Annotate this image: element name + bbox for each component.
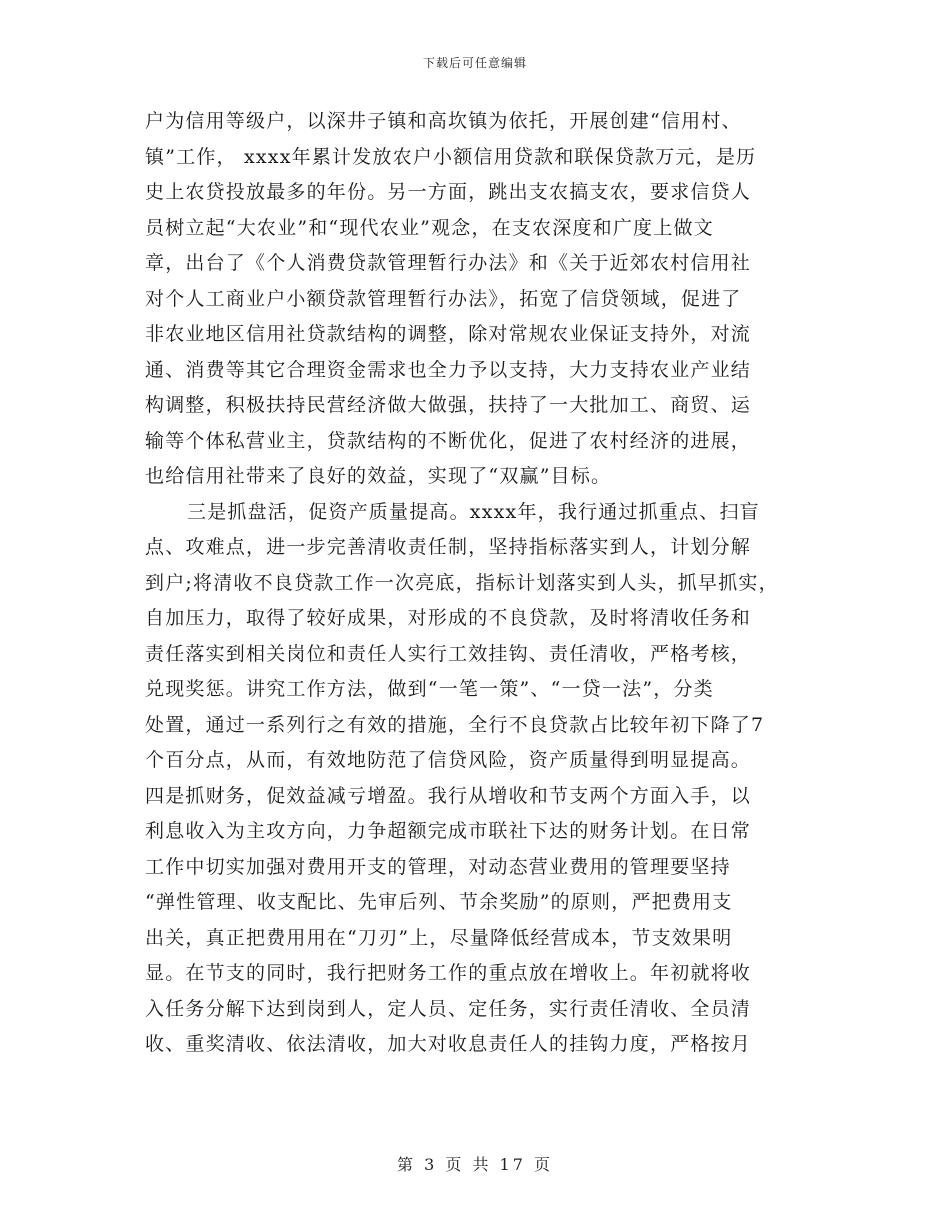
text-line: 利息收入为主攻方向，力争超额完成市联社下达的财务计划。在日常 [145, 820, 752, 842]
text-line: 自加压力，取得了较好成果，对形成的不良贷款，及时将清收任务和 [145, 607, 752, 629]
text-line: 通、消费等其它合理资金需求也全力予以支持，大力支持农业产业结 [145, 358, 752, 381]
text-line: 收、重奖清收、依法清收，加大对收息责任人的挂钩力度，严格按月 [145, 1033, 752, 1055]
text-line: 入任务分解下达到岗到人，定人员、定任务，实行责任清收、全员清 [145, 997, 752, 1020]
text-line: “弹性管理、收支配比、先审后列、节余奖励”的原则，严把费用支 [145, 891, 733, 913]
text-line: 非农业地区信用社贷款结构的调整，除对常规农业保证支持外，对流 [145, 323, 752, 345]
page-header: 下载后可任意编辑 [422, 56, 527, 70]
text-line: 章，出台了《个人消费贷款管理暂行办法》和《关于近郊农村信用社 [145, 252, 752, 274]
text-line: 史上农贷投放最多的年份。另一方面，跳出支农搞支农，要求信贷人 [145, 181, 752, 203]
document-body [145, 104, 815, 1063]
text-line: 兑现奖惩。讲究工作方法，做到“一笔一策”、“一贷一法”，分类 [145, 678, 714, 700]
text-line: 显。在节支的同时，我行把财务工作的重点放在增收上。年初就将收 [145, 962, 752, 984]
text-line: 输等个体私营业主，贷款结构的不断优化，促进了农村经济的进展， [145, 429, 752, 452]
text-line: 四是抓财务，促效益减亏增盈。我行从增收和节支两个方面入手，以 [145, 784, 752, 807]
text-line: 个百分点，从而，有效地防范了信贷风险，资产质量得到明显提高。 [145, 749, 752, 771]
text-line: 对个人工商业户小额贷款管理暂行办法》，拓宽了信贷领域，促进了 [145, 287, 742, 310]
text-line: 户为信用等级户，以深井子镇和高坎镇为依托，开展创建“信用村、 [145, 110, 742, 132]
text-line: 到户;将清收不良贷款工作一次亮底，指标计划落实到人头，抓早抓实， [145, 571, 779, 594]
text-line: 也给信用社带来了良好的效益，实现了“双赢”目标。 [145, 465, 612, 487]
text-line: 工作中切实加强对费用开支的管理，对动态营业费用的管理要坚持 [145, 855, 731, 878]
text-line: 构调整，积极扶持民营经济做大做强，扶持了一大批加工、商贸、运 [145, 394, 752, 416]
text-line: 员树立起“大农业”和“现代农业”观念，在支农深度和广度上做文 [145, 216, 714, 239]
text-line: 处置，通过一系列行之有效的措施，全行不良贷款占比较年初下降了7 [145, 713, 765, 736]
paragraph-start-line: 三是抓盘活，促资产质量提高。xxxx年，我行通过抓重点、扫盲 [187, 500, 760, 523]
text-line: 镇”工作， xxxx年累计发放农户小额信用贷款和联保贷款万元，是历 [145, 145, 757, 168]
text-line: 责任落实到相关岗位和责任人实行工效挂钩、责任清收，严格考核， [145, 642, 752, 665]
text-line: 出关，真正把费用用在“刀刃”上，尽量降低经营成本，节支效果明 [145, 926, 733, 949]
page-number-footer: 第 3 页 共 17 页 [397, 1155, 553, 1174]
text-line: 点、攻难点，进一步完善清收责任制，坚持指标落实到人，计划分解 [145, 536, 752, 558]
